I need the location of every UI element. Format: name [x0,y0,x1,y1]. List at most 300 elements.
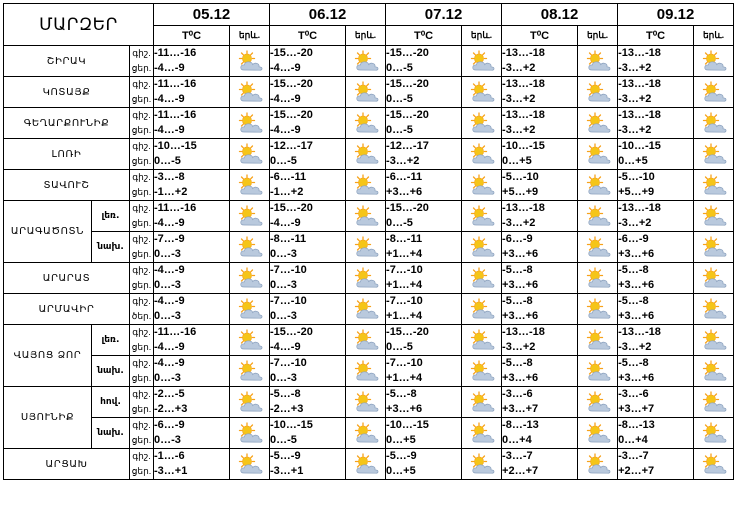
temperature-cell [386,449,462,480]
weather-cell [230,46,270,77]
weather-header: երև. [230,26,270,46]
weather-cell [578,418,618,449]
temperature-cell [618,46,694,77]
day-label: ցեր. [131,125,152,135]
temperature-cell [270,263,346,294]
night-label: գիշ. [132,451,151,461]
weather-cell [346,263,386,294]
region-row [4,449,734,480]
sun-behind-cloud-icon [468,422,496,444]
region-name: ԼՈՌԻ [4,139,130,170]
temperature-cell [618,294,694,325]
night-label: գիշ. [132,420,151,430]
weather-cell [346,108,386,139]
day-temp: 0…-3 [270,248,297,260]
night-temp: -12…-17 [386,140,429,152]
weather-cell [230,77,270,108]
day-temp: +2…+7 [502,465,539,477]
region-row [4,263,734,294]
temperature-cell [154,356,230,387]
day-temp: +3…+6 [502,372,539,384]
sun-behind-cloud-icon [352,81,380,103]
day-temp: -4…-9 [154,217,185,229]
night-temp: -13…-18 [618,326,661,338]
date-header: 06.12 [270,4,386,26]
day-temp: +1…+4 [386,372,423,384]
night-temp: -11…-16 [154,326,197,338]
weather-cell [578,232,618,263]
temperature-header: T⁰C [154,26,230,46]
time-labels [130,170,154,201]
temperature-cell [618,387,694,418]
region-name: ԳԵՂԱՐՔՈՒՆԻՔ [4,108,130,139]
sun-behind-cloud-icon [468,391,496,413]
sun-behind-cloud-icon [352,50,380,72]
sun-behind-cloud-icon [468,298,496,320]
weather-cell [462,387,502,418]
weather-cell [694,139,734,170]
night-temp: -5…-8 [618,295,649,307]
sun-behind-cloud-icon [584,112,612,134]
day-temp: +3…+6 [502,248,539,260]
weather-cell [578,77,618,108]
sun-behind-cloud-icon [236,143,264,165]
night-temp: -13…-18 [618,202,661,214]
weather-cell [578,325,618,356]
weather-cell [230,294,270,325]
night-temp: -6…-11 [386,171,423,183]
sun-behind-cloud-icon [352,267,380,289]
night-temp: -4…-9 [154,357,185,369]
temperature-cell [618,449,694,480]
time-labels [130,263,154,294]
night-temp: -5…-9 [386,450,417,462]
night-temp: -15…-20 [270,202,313,214]
night-temp: -10…-15 [386,419,429,431]
day-temp: +3…+7 [618,403,655,415]
weather-cell [578,46,618,77]
weather-cell [694,108,734,139]
night-temp: -3…-7 [502,450,533,462]
night-label: գիշ. [132,389,151,399]
weather-cell [694,170,734,201]
temperature-cell [270,77,346,108]
weather-cell [578,356,618,387]
time-labels [130,46,154,77]
temperature-cell [270,294,346,325]
sun-behind-cloud-icon [236,267,264,289]
night-temp: -11…-16 [154,109,197,121]
sun-behind-cloud-icon [468,453,496,475]
night-temp: -10…-15 [154,140,197,152]
sun-behind-cloud-icon [700,143,728,165]
sun-behind-cloud-icon [236,453,264,475]
temperature-header: T⁰C [270,26,346,46]
weather-cell [694,294,734,325]
weather-cell [462,294,502,325]
sun-behind-cloud-icon [700,205,728,227]
temperature-cell [270,170,346,201]
weather-cell [694,232,734,263]
sun-behind-cloud-icon [236,329,264,351]
region-row [4,108,734,139]
sun-behind-cloud-icon [468,329,496,351]
temperature-cell [270,449,346,480]
weather-cell [462,170,502,201]
day-label: ցեր. [131,404,152,414]
sun-behind-cloud-icon [468,174,496,196]
temperature-cell [618,201,694,232]
day-temp: 0…-3 [154,248,181,260]
temperature-cell [386,46,462,77]
night-temp: -5…-8 [618,264,649,276]
temperature-cell [502,294,578,325]
day-temp: 0…-3 [270,372,297,384]
sun-behind-cloud-icon [236,422,264,444]
sun-behind-cloud-icon [352,422,380,444]
temperature-cell [502,232,578,263]
sun-behind-cloud-icon [468,267,496,289]
day-temp: 0…+4 [502,434,532,446]
sun-behind-cloud-icon [584,236,612,258]
weather-cell [346,139,386,170]
weather-cell [578,201,618,232]
sun-behind-cloud-icon [700,360,728,382]
sun-behind-cloud-icon [584,174,612,196]
night-temp: -3…-8 [154,171,185,183]
night-label: գիշ. [132,110,151,120]
day-temp: -3…+2 [618,217,652,229]
night-temp: -15…-20 [270,109,313,121]
date-header: 08.12 [502,4,618,26]
day-temp: -3…+2 [386,155,420,167]
weather-cell [694,263,734,294]
temperature-cell [154,232,230,263]
day-temp: +3…+7 [502,403,539,415]
night-temp: -8…-13 [618,419,655,431]
day-temp: +1…+4 [386,248,423,260]
night-temp: -4…-9 [154,264,185,276]
weather-cell [462,139,502,170]
day-temp: +3…+6 [618,279,655,291]
weather-cell [346,232,386,263]
temperature-cell [386,170,462,201]
day-temp: +3…+6 [618,248,655,260]
night-temp: -3…-6 [618,388,649,400]
date-header-row [4,4,734,26]
night-temp: -2…-5 [154,388,185,400]
sun-behind-cloud-icon [700,112,728,134]
region-row [4,170,734,201]
night-label: գիշ. [132,141,151,151]
night-label: գիշ. [132,79,151,89]
day-temp: 0…-5 [386,93,413,105]
day-temp: -3…+2 [502,341,536,353]
weather-cell [462,201,502,232]
night-temp: -10…-15 [270,419,313,431]
temperature-cell [386,356,462,387]
night-temp: -5…-8 [502,295,533,307]
sun-behind-cloud-icon [468,50,496,72]
temperature-cell [386,77,462,108]
sun-behind-cloud-icon [700,236,728,258]
forecast-body [4,4,734,480]
region-row [4,46,734,77]
weather-cell [230,263,270,294]
temperature-cell [154,77,230,108]
weather-cell [462,263,502,294]
night-label: գիշ. [132,172,151,182]
day-temp: 0…-5 [386,341,413,353]
day-temp: -4…-9 [154,62,185,74]
sun-behind-cloud-icon [584,422,612,444]
weather-cell [346,201,386,232]
temperature-cell [502,418,578,449]
weather-cell [578,108,618,139]
sun-behind-cloud-icon [468,143,496,165]
weather-cell [230,108,270,139]
weather-cell [230,170,270,201]
weather-header: երև. [578,26,618,46]
day-temp: +1…+4 [386,310,423,322]
night-temp: -15…-20 [270,78,313,90]
weather-cell [230,449,270,480]
temperature-cell [502,108,578,139]
weather-cell [346,325,386,356]
night-temp: -7…-10 [270,295,307,307]
night-temp: -13…-18 [502,78,545,90]
sun-behind-cloud-icon [700,422,728,444]
weather-header: երև. [694,26,734,46]
time-labels [130,387,154,418]
sun-behind-cloud-icon [584,453,612,475]
day-temp: +2…+7 [618,465,655,477]
night-temp: -5…-8 [502,264,533,276]
region-name: ԱՐԱԳԱԾՈՏՆ [4,201,92,263]
temperature-header: T⁰C [386,26,462,46]
time-labels [130,201,154,232]
day-label: ցեր. [131,187,152,197]
region-row [4,418,734,449]
night-label: գիշ. [132,265,151,275]
temperature-cell [502,139,578,170]
day-temp: 0…-5 [270,155,297,167]
day-temp: 0…+5 [386,465,416,477]
temperature-cell [502,356,578,387]
temperature-cell [270,108,346,139]
temperature-cell [502,263,578,294]
sun-behind-cloud-icon [352,112,380,134]
day-temp: -1…+2 [270,186,304,198]
day-temp: +1…+4 [386,279,423,291]
sun-behind-cloud-icon [584,81,612,103]
sun-behind-cloud-icon [236,360,264,382]
weather-cell [346,170,386,201]
time-labels [130,294,154,325]
day-temp: -1…+2 [154,186,188,198]
weather-cell [578,387,618,418]
night-temp: -7…-10 [270,357,307,369]
date-header: 07.12 [386,4,502,26]
subregion-name: նախ. [92,356,130,387]
temperature-cell [618,77,694,108]
day-label: ցեր. [131,218,152,228]
night-temp: -4…-9 [154,295,185,307]
sun-behind-cloud-icon [236,298,264,320]
night-temp: -5…-10 [502,171,539,183]
weather-cell [230,325,270,356]
night-temp: -10…-15 [502,140,545,152]
sun-behind-cloud-icon [352,236,380,258]
sun-behind-cloud-icon [584,391,612,413]
subregion-name: հով. [92,387,130,418]
weather-cell [694,387,734,418]
sun-behind-cloud-icon [352,143,380,165]
night-temp: -15…-20 [386,47,429,59]
day-temp: -4…-9 [270,62,301,74]
region-name: ԿՈՏԱՅՔ [4,77,130,108]
day-label: ցեր. [131,156,152,166]
region-row [4,77,734,108]
weather-cell [462,232,502,263]
sun-behind-cloud-icon [584,329,612,351]
day-temp: -3…+1 [154,465,188,477]
weather-cell [230,201,270,232]
weather-cell [462,77,502,108]
night-temp: -11…-16 [154,202,197,214]
day-temp: -3…+2 [618,62,652,74]
day-temp: -4…-9 [154,124,185,136]
weather-cell [230,139,270,170]
day-temp: 0…-5 [386,124,413,136]
sun-behind-cloud-icon [236,391,264,413]
day-temp: -3…+2 [618,124,652,136]
weather-cell [346,77,386,108]
sun-behind-cloud-icon [584,267,612,289]
sun-behind-cloud-icon [236,174,264,196]
temperature-cell [154,418,230,449]
weather-cell [462,418,502,449]
temperature-cell [502,387,578,418]
night-temp: -1…-6 [154,450,185,462]
sun-behind-cloud-icon [352,174,380,196]
temperature-cell [154,263,230,294]
sun-behind-cloud-icon [236,236,264,258]
night-temp: -13…-18 [618,109,661,121]
sun-behind-cloud-icon [700,174,728,196]
weather-cell [462,356,502,387]
sun-behind-cloud-icon [584,205,612,227]
temperature-cell [386,263,462,294]
weather-cell [578,294,618,325]
day-temp: +5…+9 [502,186,539,198]
weather-cell [346,294,386,325]
weather-cell [694,46,734,77]
sun-behind-cloud-icon [468,236,496,258]
day-temp: 0…+5 [386,434,416,446]
temperature-cell [502,449,578,480]
temperature-cell [386,325,462,356]
day-temp: 0…-3 [154,279,181,291]
region-name: ԱՐՄԱՎԻՐ [4,294,130,325]
temperature-cell [154,139,230,170]
temperature-cell [270,356,346,387]
temperature-cell [154,294,230,325]
night-temp: -6…-9 [154,419,185,431]
night-temp: -3…-6 [502,388,533,400]
sun-behind-cloud-icon [584,298,612,320]
day-label: ցեր. [131,435,152,445]
day-temp: 0…-3 [154,310,181,322]
night-temp: -7…-10 [386,264,423,276]
day-temp: -4…-9 [270,341,301,353]
weather-cell [346,418,386,449]
night-label: գիշ. [132,48,151,58]
night-temp: -6…-9 [618,233,649,245]
night-label: գիշ. [132,234,151,244]
night-temp: -6…-9 [502,233,533,245]
temperature-cell [270,387,346,418]
night-temp: -6…-11 [270,171,307,183]
sun-behind-cloud-icon [584,143,612,165]
weather-cell [694,449,734,480]
temperature-header: T⁰C [618,26,694,46]
night-temp: -15…-20 [386,202,429,214]
weather-cell [694,356,734,387]
day-temp: +3…+6 [386,403,423,415]
sun-behind-cloud-icon [236,81,264,103]
temperature-cell [270,201,346,232]
sun-behind-cloud-icon [700,81,728,103]
temperature-cell [270,232,346,263]
weather-cell [694,77,734,108]
night-temp: -7…-10 [270,264,307,276]
day-temp: -4…-9 [270,93,301,105]
night-temp: -5…-9 [270,450,301,462]
time-labels [130,356,154,387]
region-column-header: ՄԱՐԶԵՐ [4,4,154,46]
day-temp: +3…+6 [386,186,423,198]
day-label: ցեր. [131,94,152,104]
night-temp: -13…-18 [502,109,545,121]
time-labels [130,325,154,356]
weather-cell [462,108,502,139]
day-temp: 0…+5 [502,155,532,167]
sun-behind-cloud-icon [584,50,612,72]
sun-behind-cloud-icon [700,391,728,413]
day-temp: 0…+4 [618,434,648,446]
day-temp: -3…+2 [502,62,536,74]
subregion-name: լեռ. [92,325,130,356]
day-temp: 0…-3 [270,279,297,291]
region-name: ՇԻՐԱԿ [4,46,130,77]
weather-cell [346,449,386,480]
day-temp: +3…+6 [618,310,655,322]
night-temp: -11…-16 [154,78,197,90]
temperature-cell [618,139,694,170]
sun-behind-cloud-icon [236,112,264,134]
temperature-cell [386,294,462,325]
day-temp: +3…+6 [618,372,655,384]
weather-cell [694,325,734,356]
temperature-cell [154,201,230,232]
time-labels [130,108,154,139]
day-temp: 0…-5 [154,155,181,167]
day-temp: 0…-3 [270,310,297,322]
temperature-cell [618,325,694,356]
night-temp: -8…-11 [270,233,307,245]
sun-behind-cloud-icon [700,329,728,351]
